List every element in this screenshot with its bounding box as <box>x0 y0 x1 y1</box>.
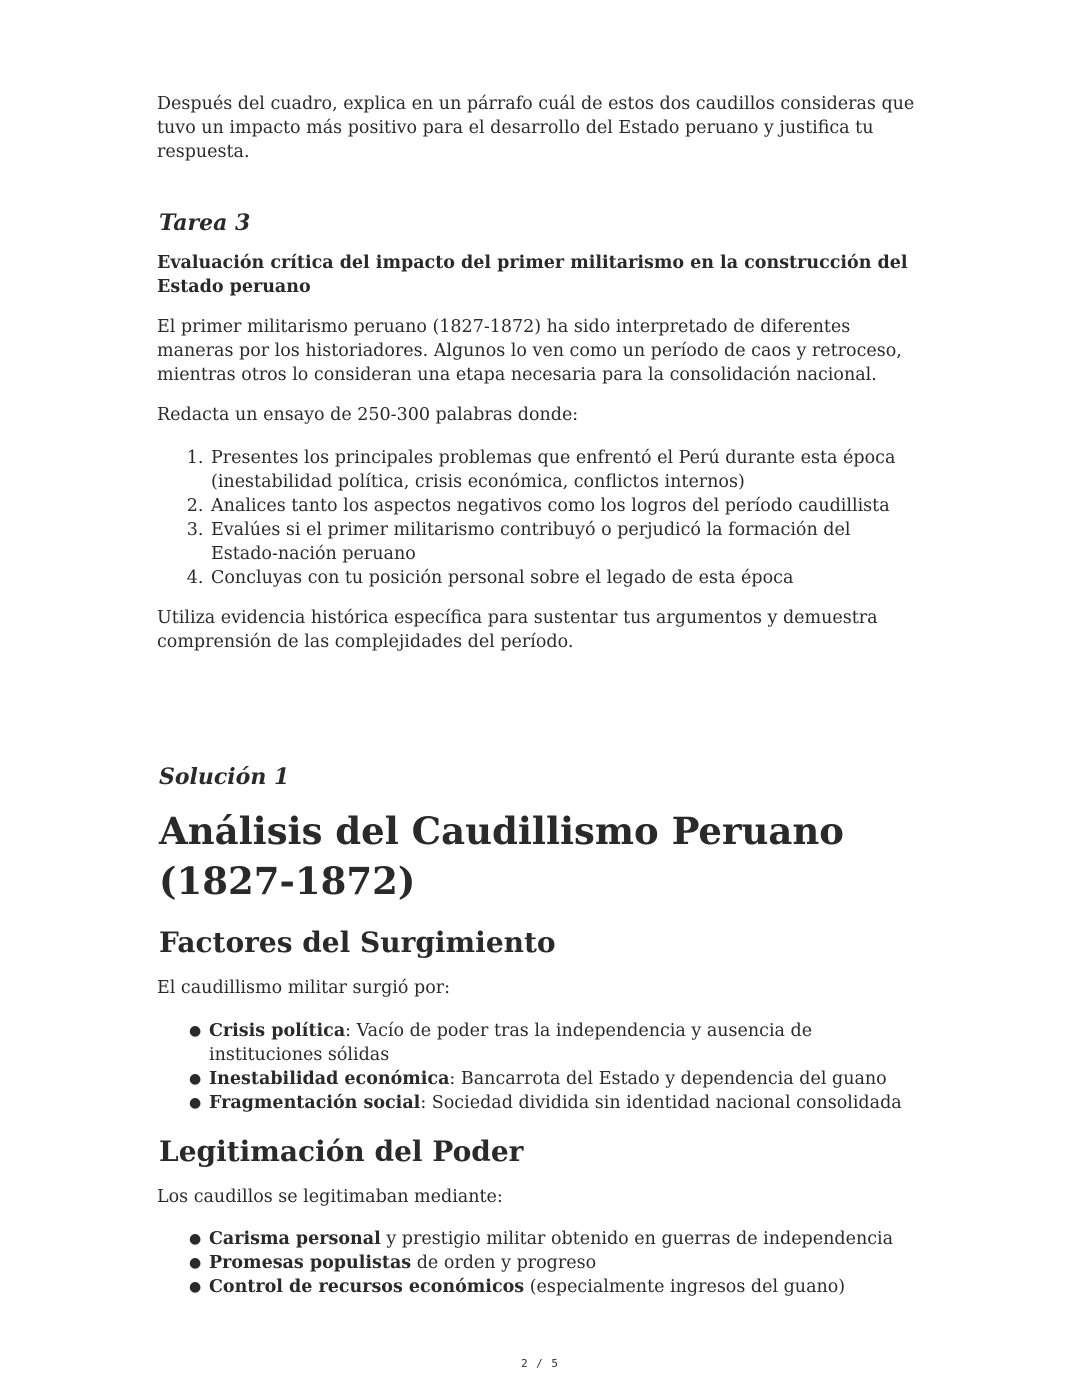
list-item <box>189 1067 909 1091</box>
list-item-text: (especialmente ingresos del guano) <box>524 1277 846 1297</box>
list-item <box>189 1091 909 1115</box>
factors-list <box>157 1019 909 1115</box>
list-item-bold: Carisma personal <box>209 1229 381 1249</box>
bullet-icon: ● <box>189 1095 202 1111</box>
list-item-text: : Vacío de poder tras la independencia y ausencia de instituciones sólidas <box>209 1021 813 1065</box>
factors-heading: Factores del Surgimiento <box>159 926 556 959</box>
bullet-icon: ● <box>189 1279 202 1295</box>
bullet-icon: ● <box>189 1071 202 1087</box>
list-item: 3. Evalúes si el primer militarismo contribuyó o perjudicó la formación del Estado-nación peruano <box>209 518 909 566</box>
list-item <box>189 1275 909 1299</box>
task-title: Tarea 3 <box>159 210 251 236</box>
list-item-text: : Sociedad dividida sin identidad nacional consolidada <box>420 1093 902 1113</box>
factors-intro: El caudillismo militar surgió por: <box>157 978 450 998</box>
list-item-bold: Inestabilidad económica <box>209 1069 450 1089</box>
legitimation-intro: Los caudillos se legitimaban mediante: <box>157 1187 503 1207</box>
bullet-icon: ● <box>189 1255 202 1271</box>
intro-paragraph: Después del cuadro, explica en un párrafo cuál de estos dos caudillos consideras que tuvo un impacto más positivo para el desarrollo del Estado peruano y justifica tu respuesta. <box>157 94 915 162</box>
main-heading: Análisis del Caudillismo Peruano (1827-1872) <box>159 809 844 903</box>
task-description: El primer militarismo peruano (1827-1872) ha sido interpretado de diferentes maneras por los historiadores. Algunos lo ven como un período de caos y retroceso, mientras otros lo consideran una etapa necesaria para la consolidación nacional. <box>157 317 902 385</box>
bullet-icon: ● <box>189 1023 202 1039</box>
solution-title: Solución 1 <box>159 764 290 790</box>
task-heading: Evaluación crítica del impacto del primer militarismo en la construcción del Estado peruano <box>157 253 908 297</box>
task-closing: Utiliza evidencia histórica específica para sustentar tus argumentos y demuestra comprensión de las complejidades del período. <box>157 608 878 652</box>
list-item <box>189 1227 909 1251</box>
list-item <box>189 1251 909 1275</box>
list-item: 4. Concluyas con tu posición personal sobre el legado de esta época <box>209 566 909 590</box>
legitimation-list <box>157 1227 909 1299</box>
legitimation-heading: Legitimación del Poder <box>159 1135 524 1168</box>
bullet-icon: ● <box>189 1231 202 1247</box>
list-item-bold: Control de recursos económicos <box>209 1277 525 1297</box>
task-items-list <box>157 446 909 590</box>
list-item-bold: Promesas populistas <box>209 1253 412 1273</box>
task-instruction: Redacta un ensayo de 250-300 palabras donde: <box>157 405 579 425</box>
list-item-text: : Bancarrota del Estado y dependencia del guano <box>449 1069 887 1089</box>
list-item <box>189 1019 909 1067</box>
list-item-bold: Crisis política <box>209 1021 346 1041</box>
list-item-text: de orden y progreso <box>411 1253 597 1273</box>
list-item: 1. Presentes los principales problemas que enfrentó el Perú durante esta época (inestabilidad política, crisis económica, conflictos internos) <box>209 446 909 494</box>
list-item-bold: Fragmentación social <box>209 1093 421 1113</box>
list-item: 2. Analices tanto los aspectos negativos como los logros del período caudillista <box>209 494 909 518</box>
list-item-text: y prestigio militar obtenido en guerras de independencia <box>380 1229 894 1249</box>
page-number: 2 / 5 <box>520 1357 560 1370</box>
